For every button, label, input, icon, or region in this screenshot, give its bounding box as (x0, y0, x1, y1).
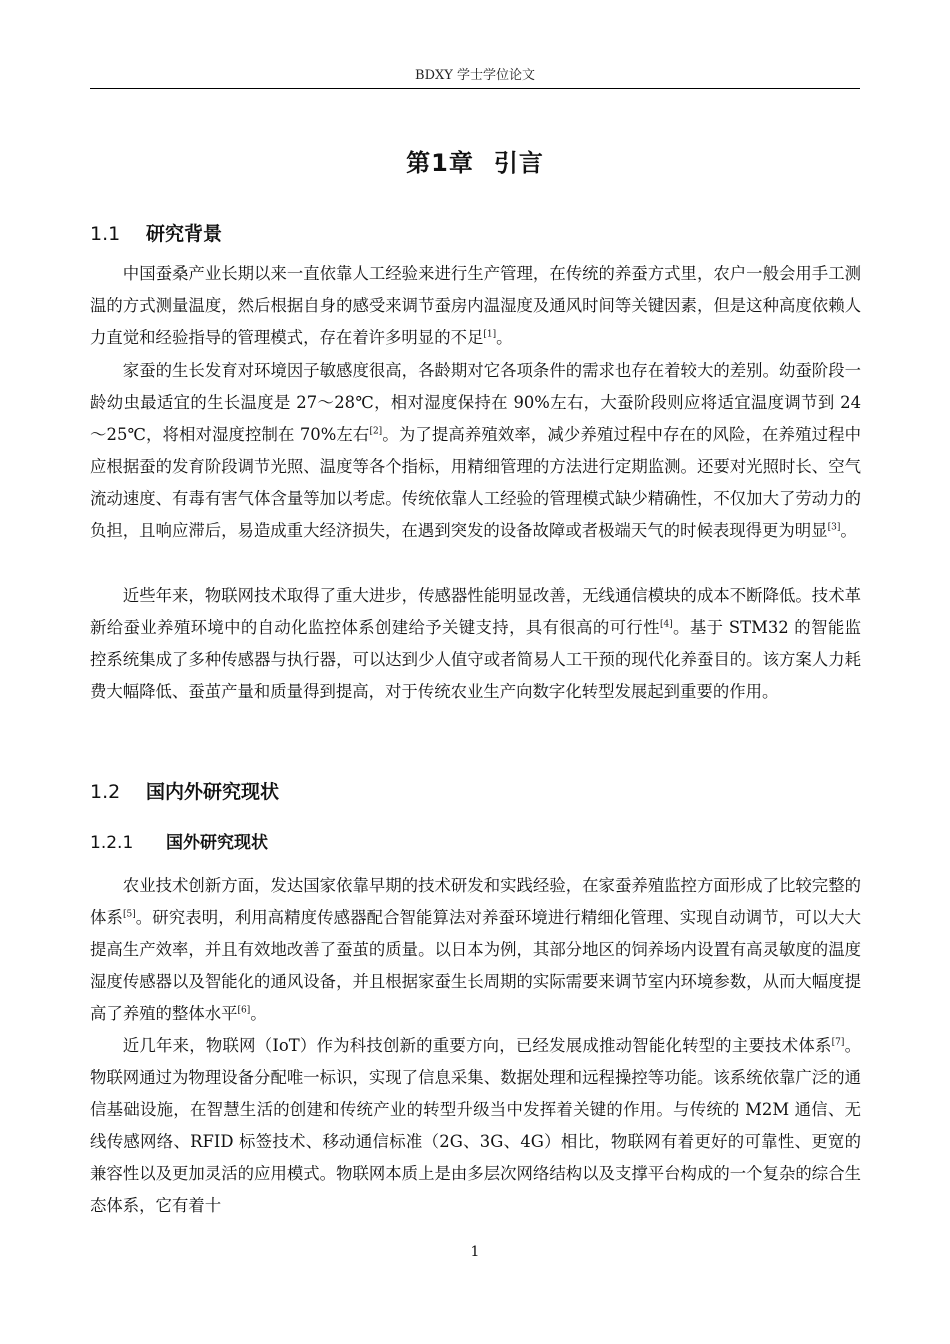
citation-ref: [2] (369, 426, 383, 437)
section-heading-1-2 (90, 778, 279, 806)
subsection-heading-1-2-1 (90, 830, 268, 856)
citation-ref: [3] (827, 522, 841, 533)
paragraph-background-2: 家蚕的生长发育对环境因子敏感度很高，各龄期对它各项条件的需求也存在着较大的差别。幼蚕阶段一龄幼虫最适宜的生长温度是 27～28℃，相对湿度保持在 90%左右，大蚕阶段则应将适宜温度调节到 24～25℃，将相对湿度控制在 70%左右[2]。为了提高养殖效率，减少养殖过程中存在的风险，在养殖过程中应根据蚕的发育阶段调节光照、温度等各个指标，用精细管理的方法进行定期监测。还要对光照时长、空气流动速度、有毒有害气体含量等加以考虑。传统依靠人工经验的管理模式缺少精确性，不仅加大了劳动力的负担，且响应滞后，易造成重大经济损失，在遇到突发的设备故障或者极端天气的时候表现得更为明显[3]。 (90, 361, 861, 540)
citation-ref: [7] (831, 1037, 845, 1048)
running-header: BDXY 学士学位论文 (90, 66, 860, 89)
paragraph-background-3: 近些年来，物联网技术取得了重大进步，传感器性能明显改善，无线通信模块的成本不断降低。技术革新给蚕业养殖环境中的自动化监控体系创建给予关键支持，具有很高的可行性[4]。基于 STM32 的智能监控系统集成了多种传感器与执行器，可以达到少人值守或者简易人工干预的现代化养蚕目的。该方案人力耗费大幅降低、蚕茧产量和质量得到提高，对于传统农业生产向数字化转型发展起到重要的作用。 (90, 586, 861, 701)
chapter-number: 第1章 (406, 149, 474, 177)
chapter-name: 引言 (493, 149, 544, 177)
citation-ref: [5] (122, 909, 136, 920)
section-heading-1-1 (90, 220, 222, 248)
subsection-number: 1.2.1 (90, 833, 134, 853)
paragraph-foreign-2: 近几年来，物联网（IoT）作为科技创新的重要方向，已经发展成推动智能化转型的主要技术体系[7]。物联网通过为物理设备分配唯一标识，实现了信息采集、数据处理和远程操控等功能。该系统依靠广泛的通信基础设施，在智慧生活的创建和传统产业的转型升级当中发挥着关键的作用。与传统的 M2M 通信、无线传感网络、RFID 标签技术、移动通信标准（2G、3G、4G）相比，物联网有着更好的可靠性、更宽的兼容性以及更加灵活的应用模式。物联网本质上是由多层次网络结构以及支撑平台构成的一个复杂的综合生态体系，它有着十 (90, 1036, 861, 1215)
citation-ref: [4] (659, 619, 673, 630)
paragraph-background-1: 中国蚕桑产业长期以来一直依靠人工经验来进行生产管理，在传统的养蚕方式里，农户一般会用手工测温的方式测量温度，然后根据自身的感受来调节蚕房内温湿度及通风时间等关键因素，但是这种高度依赖人力直觉和经验指导的管理模式，存在着许多明显的不足[1]。 (90, 264, 861, 347)
page-number: 1 (470, 1244, 480, 1260)
section-number: 1.2 (90, 781, 121, 803)
subsection-title: 国外研究现状 (166, 833, 268, 853)
citation-ref: [1] (483, 329, 497, 340)
chapter-title (90, 146, 860, 180)
section-number: 1.1 (90, 223, 121, 245)
section-title: 研究背景 (146, 223, 223, 245)
section-title: 国内外研究现状 (146, 781, 280, 803)
citation-ref: [6] (237, 1005, 251, 1016)
paragraph-foreign-1: 农业技术创新方面，发达国家依靠早期的技术研发和实践经验，在家蚕养殖监控方面形成了比较完整的体系[5]。研究表明，利用高精度传感器配合智能算法对养蚕环境进行精细化管理、实现自动调节，可以大大提高生产效率，并且有效地改善了蚕茧的质量。以日本为例，其部分地区的饲养场内设置有高灵敏度的温度湿度传感器以及智能化的通风设备，并且根据家蚕生长周期的实际需要来调节室内环境参数，从而大幅度提高了养殖的整体水平[6]。 (90, 876, 861, 1023)
